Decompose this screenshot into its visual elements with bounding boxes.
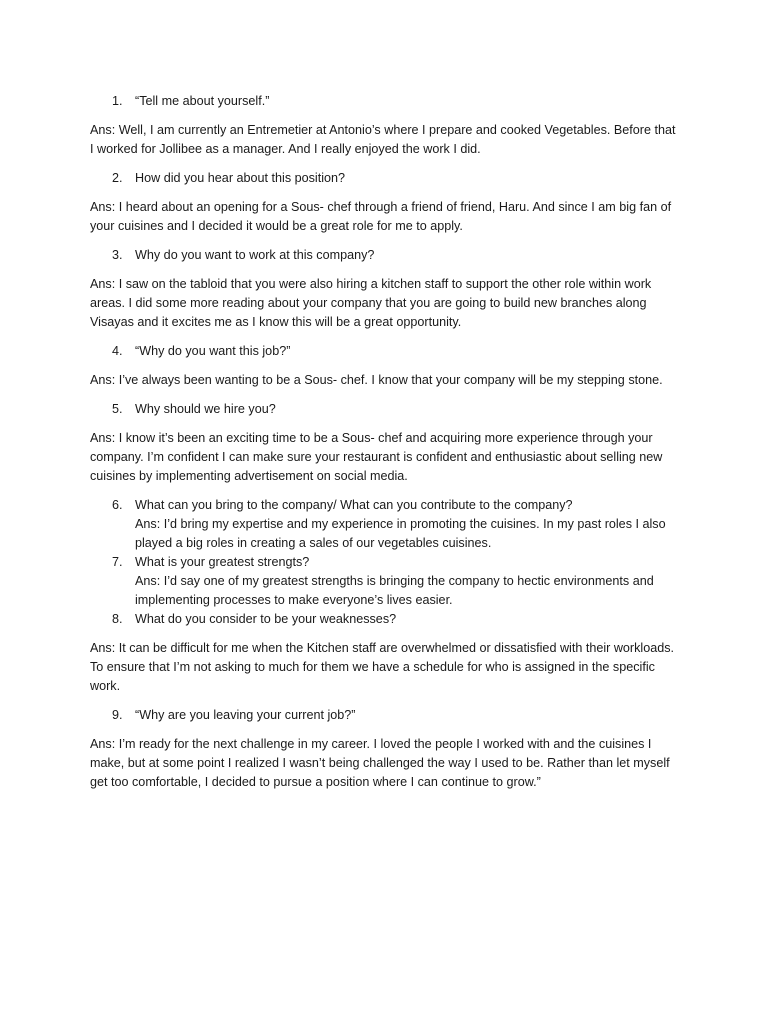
question-number: 8. [112,612,123,626]
answer-1: Ans: Well, I am currently an Entremetier at Antonio’s where I prepare and cooked Vegetables. Before that I worked for Jollibee as a manager. And I really enjoyed the work I did. [90,123,676,156]
answer-9: Ans: I’m ready for the next challenge in my career. I loved the people I worked with and the cuisines I make, but at some point I realized I wasn’t being challenged the way I used to be. Rather than let myself get too comfortable, I decided to pursue a position where I can continue to grow.” [90,737,670,789]
question-text: What can you bring to the company/ What can you contribute to the company? [135,498,573,512]
question-text: What do you consider to be your weaknesses? [135,612,397,626]
question-8 [90,610,678,629]
question-6 [90,496,678,515]
question-number: 1. [112,94,123,108]
question-text: Why should we hire you? [135,402,276,416]
question-7 [90,553,678,572]
question-text: What is your greatest strengts? [135,555,310,569]
question-number: 5. [112,402,123,416]
answer-7: Ans: I’d say one of my greatest strengths is bringing the company to hectic environments and implementing processes to make everyone’s lives easier. [135,574,654,607]
question-number: 3. [112,248,123,262]
question-9 [90,706,678,725]
question-number: 7. [112,555,123,569]
answer-8: Ans: It can be difficult for me when the Kitchen staff are overwhelmed or dissatisfied with their workloads. To ensure that I’m not asking to much for them we have a schedule for who is assigned in the specific work. [90,641,675,693]
question-text: “Why do you want this job?” [135,344,291,358]
answer-3: Ans: I saw on the tabloid that you were also hiring a kitchen staff to support the other role within work areas. I did some more reading about your company that you are going to build new branches along Visayas and it excites me as I know this will be a great opportunity. [90,277,652,329]
question-text: “Tell me about yourself.” [135,94,270,108]
question-5 [90,400,678,419]
question-text: How did you hear about this position? [135,171,346,185]
question-4 [90,342,678,361]
question-number: 6. [112,498,123,512]
answer-4: Ans: I’ve always been wanting to be a Sous- chef. I know that your company will be my stepping stone. [90,373,663,387]
question-number: 9. [112,708,123,722]
question-number: 2. [112,171,123,185]
question-3 [90,246,678,265]
question-text: Why do you want to work at this company? [135,248,375,262]
question-number: 4. [112,344,123,358]
qa-list [90,92,678,792]
question-2 [90,169,678,188]
answer-5: Ans: I know it’s been an exciting time to be a Sous- chef and acquiring more experience through your company. I’m confident I can make sure your restaurant is confident and enthusiastic about selling new cuisines by implementing advertisement on social media. [90,431,663,483]
answer-2: Ans: I heard about an opening for a Sous- chef through a friend of friend, Haru. And since I am big fan of your cuisines and I decided it would be a great role for me to apply. [90,200,672,233]
question-text: “Why are you leaving your current job?” [135,708,356,722]
question-1 [90,92,678,111]
answer-6: Ans: I’d bring my expertise and my experience in promoting the cuisines. In my past roles I also played a big roles in creating a sales of our vegetables cuisines. [135,517,666,550]
